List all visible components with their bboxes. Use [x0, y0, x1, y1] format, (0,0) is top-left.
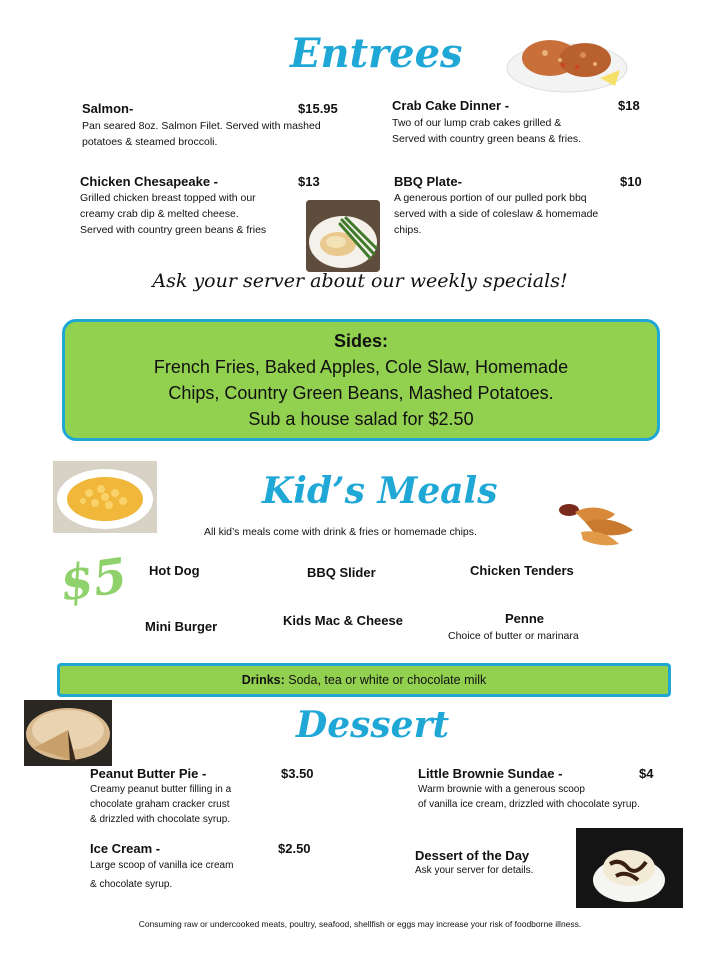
- crab-cake-price: $18: [618, 98, 640, 113]
- foodborne-illness-disclaimer: Consuming raw or undercooked meats, poultry, seafood, shellfish or eggs may increase your risk of foodborne illness.: [138, 919, 582, 929]
- bbq-plate-price: $10: [620, 174, 642, 189]
- chicken-chesapeake-description: Grilled chicken breast topped with our creamy crab dip & melted cheese. Served with country green beans & fries: [80, 192, 267, 236]
- ice-cream-name: Ice Cream -: [90, 841, 161, 856]
- kids-item-mini-burger: Mini Burger: [145, 619, 218, 634]
- weekly-specials-note: Ask your server about our weekly specials!: [152, 270, 568, 292]
- crab-cake-name: Crab Cake Dinner -: [392, 98, 510, 113]
- ice-cream-description: Large scoop of vanilla ice cream & chocolate syrup.: [90, 860, 234, 890]
- salmon-description: Pan seared 8oz. Salmon Filet. Served with mashed potatoes & steamed broccoli.: [82, 120, 321, 148]
- drinks-bar: [57, 663, 671, 697]
- sides-line: French Fries, Baked Apples, Cole Slaw, Homemade: [153, 357, 569, 377]
- salmon-name: Salmon-: [82, 101, 134, 116]
- chicken-chesapeake-photo: [306, 200, 380, 272]
- peanut-butter-pie-description: Creamy peanut butter filling in a chocolate graham cracker crust & drizzled with chocolate syrup.: [90, 784, 232, 825]
- kids-item-penne: Penne: [505, 611, 545, 626]
- dessert-heading: Dessert: [296, 704, 450, 746]
- chicken-chesapeake-price: $13: [298, 174, 320, 189]
- kids-item-hot-dog: Hot Dog: [149, 563, 200, 578]
- dessert-of-the-day-name: Dessert of the Day: [415, 848, 530, 863]
- kids-meals-heading: Kid’s Meals: [262, 470, 498, 512]
- bbq-plate-name: BBQ Plate-: [394, 174, 462, 189]
- sides-box: [62, 319, 660, 441]
- mac-and-cheese-photo: [53, 461, 157, 533]
- kids-meals-subtitle: All kid’s meals come with drink & fries or homemade chips.: [204, 526, 477, 538]
- sides-title: Sides:: [333, 331, 389, 351]
- crab-cake-description: Two of our lump crab cakes grilled & Served with country green beans & fries.: [392, 117, 582, 145]
- kids-price-badge: $5: [56, 547, 131, 613]
- brownie-sundae-price: $4: [639, 766, 654, 781]
- peanut-butter-pie-photo: [24, 700, 112, 766]
- kids-item-bbq-slider: BBQ Slider: [307, 565, 376, 580]
- sides-line: Sub a house salad for $2.50: [248, 409, 474, 429]
- chicken-tenders-photo: [555, 492, 639, 552]
- brownie-sundae-name: Little Brownie Sundae -: [418, 766, 563, 781]
- entrees-heading: Entrees: [290, 30, 463, 77]
- ice-cream-price: $2.50: [278, 841, 311, 856]
- sides-line: Chips, Country Green Beans, Mashed Potatoes.: [168, 383, 554, 403]
- crab-cake-photo: [505, 20, 630, 95]
- drinks-label: Drinks:: [241, 673, 285, 687]
- kids-item-chicken-tenders: Chicken Tenders: [470, 563, 574, 578]
- drinks-text: Soda, tea or white or chocolate milk: [288, 673, 487, 687]
- chicken-chesapeake-name: Chicken Chesapeake -: [80, 174, 219, 189]
- brownie-sundae-description: Warm brownie with a generous scoop of vanilla ice cream, drizzled with chocolate syrup.: [418, 784, 640, 810]
- peanut-butter-pie-name: Peanut Butter Pie -: [90, 766, 207, 781]
- peanut-butter-pie-price: $3.50: [281, 766, 314, 781]
- sundae-photo: [576, 828, 683, 908]
- dessert-of-the-day-description: Ask your server for details.: [415, 865, 534, 876]
- bbq-plate-description: A generous portion of our pulled pork bbq served with a side of coleslaw & homemade chips.: [394, 192, 599, 236]
- salmon-price: $15.95: [298, 101, 338, 116]
- kids-item-mac-cheese: Kids Mac & Cheese: [283, 613, 403, 628]
- penne-note: Choice of butter or marinara: [448, 630, 579, 642]
